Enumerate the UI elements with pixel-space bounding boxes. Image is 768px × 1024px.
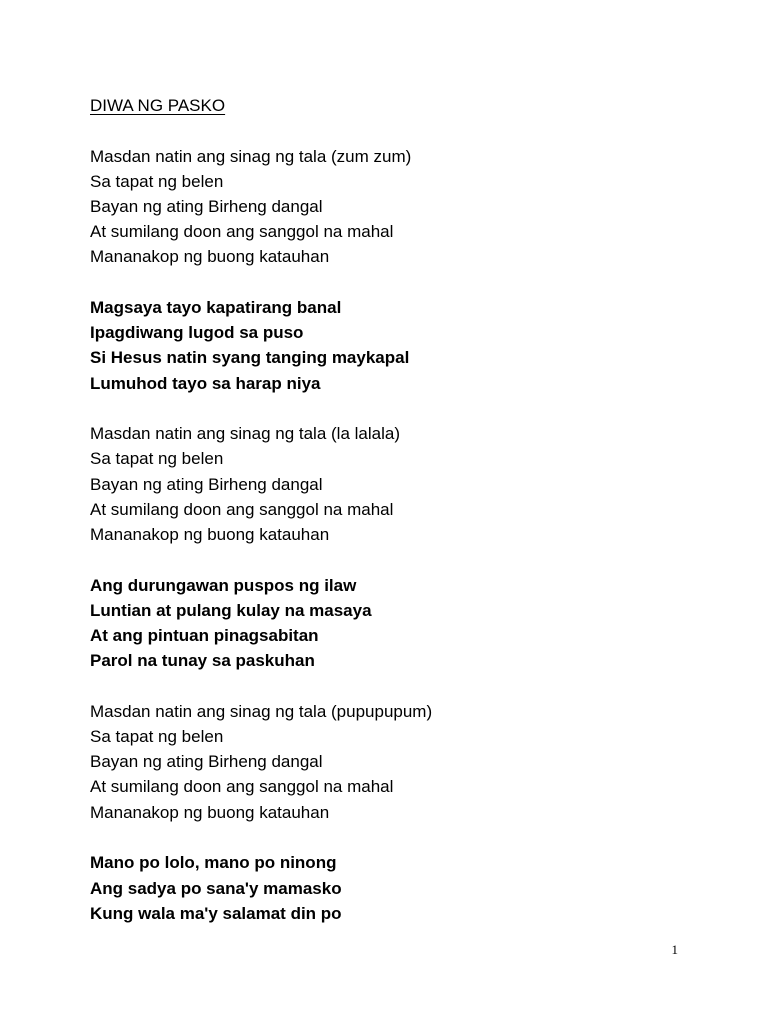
lyric-line: Sa tapat ng belen xyxy=(90,449,224,469)
lyrics-body xyxy=(90,93,710,926)
lyric-line: At sumilang doon ang sanggol na mahal xyxy=(90,777,394,797)
lyric-line: At ang pintuan pinagsabitan xyxy=(90,626,319,645)
lyric-line: Masdan natin ang sinag ng tala (zum zum) xyxy=(90,146,412,166)
lyric-line: Parol na tunay sa paskuhan xyxy=(90,651,315,671)
lyric-line: Bayan ng ating Birheng dangal xyxy=(90,196,323,216)
lyric-line: Sa tapat ng belen xyxy=(90,727,224,747)
lyric-line: At sumilang doon ang sanggol na mahal xyxy=(90,499,394,519)
verse-1 xyxy=(90,144,710,270)
lyric-line: Ang sadya po sana'y mamasko xyxy=(90,878,342,898)
lyric-line: Mananakop ng buong katauhan xyxy=(90,524,330,544)
lyric-line: Bayan ng ating Birheng dangal xyxy=(90,752,323,772)
chorus-3 xyxy=(90,850,710,926)
lyric-line: Ipagdiwang lugod sa puso xyxy=(90,323,304,343)
lyric-line: Lumuhod tayo sa harap niya xyxy=(90,373,321,393)
lyric-line: Masdan natin ang sinag ng tala (pupupupum) xyxy=(90,701,433,721)
lyric-line: Ang durungawan puspos ng ilaw xyxy=(90,575,357,595)
lyric-line: Sa tapat ng belen xyxy=(90,171,224,191)
lyric-line: Mananakop ng buong katauhan xyxy=(90,247,330,267)
song-title: DIWA NG PASKO xyxy=(90,96,226,115)
lyric-line: Kung wala ma'y salamat din po xyxy=(90,903,342,923)
lyric-line: Magsaya tayo kapatirang banal xyxy=(90,297,342,317)
lyric-line: Luntian at pulang kulay na masaya xyxy=(90,600,372,620)
page-number: 1 xyxy=(671,942,678,957)
lyric-line: Bayan ng ating Birheng dangal xyxy=(90,474,323,494)
lyric-line: Mano po lolo, mano po ninong xyxy=(90,853,337,873)
lyric-line: Masdan natin ang sinag ng tala (la lalala) xyxy=(90,424,400,444)
lyric-line: Si Hesus natin syang tanging maykapal xyxy=(90,348,410,368)
chorus-1 xyxy=(90,295,710,396)
chorus-2 xyxy=(90,573,710,674)
lyric-line: Mananakop ng buong katauhan xyxy=(90,802,330,822)
lyric-line: At sumilang doon ang sanggol na mahal xyxy=(90,222,394,242)
verse-2 xyxy=(90,421,710,547)
verse-3 xyxy=(90,699,710,825)
